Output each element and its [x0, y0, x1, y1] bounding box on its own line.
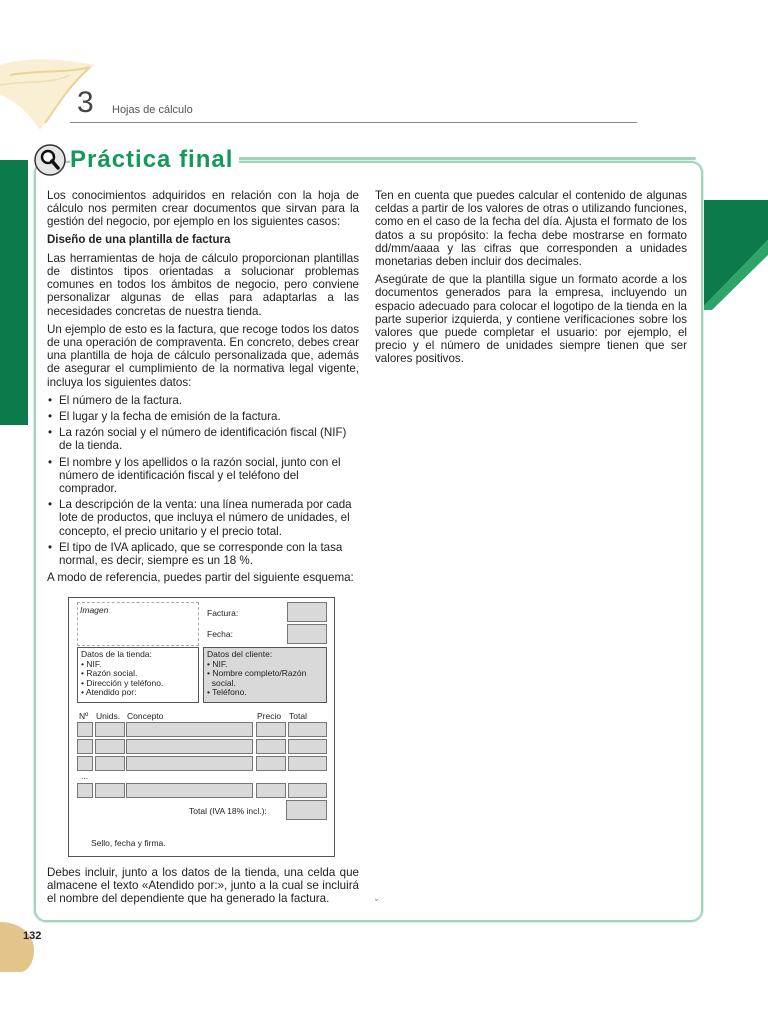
green-side-band-right: [700, 200, 768, 310]
closing-paragraph: Debes incluir, junto a los datos de la tienda, una celda que almacene el texto «Atendido por:», junto a la cual se incluirá el nombre del dependiente que ha generado la factura.: [47, 866, 359, 906]
paragraph: Un ejemplo de esto es la factura, que recoge todos los datos de una operación de compraventa. En concreto, debes crear una plantilla de hoja de cálculo personalizada que, además de asegurar el cumplimiento de la normativa legal vigente, incluya los siguientes datos:: [47, 322, 359, 389]
paragraph: Asegúrate de que la plantilla sigue un formato acorde a los documentos generados para la empresa, incluyendo un espacio adecuado para colocar el logotipo de la tienda en la parte superior izquierda, y contiene verificaciones sobre los valores que puede completar el usuario: por ejemplo, el precio y el número de unidades siempre tienen que ser valores positivos.: [375, 273, 687, 366]
col-header-price: Precio: [257, 711, 282, 721]
list-item: • El número de la factura.: [47, 394, 359, 407]
magnifier-icon: [34, 144, 66, 176]
chapter-title: Hojas de cálculo: [112, 104, 193, 116]
total-label: Total (IVA 18% incl.):: [189, 806, 267, 816]
col-header-concept: Concepto: [127, 711, 164, 721]
chapter-number: 3: [77, 86, 94, 119]
title-underline: [236, 157, 696, 160]
col-header-no: Nº: [79, 711, 89, 721]
section-title: Práctica final: [70, 146, 239, 174]
client-data-line: • Teléfono.: [207, 687, 247, 697]
rows-ellipsis: ...: [81, 771, 89, 781]
client-data-line: social.: [207, 677, 236, 688]
page-number: 132: [23, 930, 42, 942]
list-item: • El nombre y los apellidos o la razón social, junto con el número de identificación fiscal y el teléfono del comprador.: [47, 456, 359, 496]
paragraph: Las herramientas de hoja de cálculo proporcionan plantillas de distintos tipos orientadas a solucionar problemas comunes en todos los ámbitos de negocio, pero conviene personalizar algunas de ellas para adaptarlas a las necesidades concretas de nuestra tienda.: [47, 251, 359, 318]
store-data-line: • NIF.: [81, 658, 102, 669]
factura-cell: [287, 602, 327, 622]
scheme-intro: A modo de referencia, puedes partir del siguiente esquema:: [47, 571, 354, 585]
fecha-cell: [287, 624, 327, 644]
store-data-line: • Atendido por:: [81, 687, 137, 697]
client-data-line: • NIF.: [207, 658, 228, 669]
client-data-box: [203, 647, 327, 703]
section-title-group: [34, 140, 239, 180]
col-header-total: Total: [289, 711, 307, 721]
fecha-label: Fecha:: [207, 629, 233, 639]
logo-placeholder: [77, 602, 199, 646]
intro-paragraph: Los conocimientos adquiridos en relación con la hoja de cálculo nos permiten crear documentos que sirvan para la gestión del negocio, por ejemplo en los siguientes casos:: [47, 189, 359, 229]
factura-label: Factura:: [207, 608, 239, 618]
store-data-box: [77, 647, 199, 703]
right-column: [375, 189, 687, 371]
list-item: • El lugar y la fecha de emisión de la factura.: [47, 410, 359, 423]
list-item: • La descripción de la venta: una línea numerada por cada lote de productos, que incluya el número de unidades, el concepto, el precio unitario y el precio total.: [47, 498, 359, 538]
total-cell: [286, 800, 327, 820]
store-data-line: Datos de la tienda:: [81, 649, 152, 659]
store-data-line: • Dirección y teléfono.: [81, 677, 164, 688]
paragraph: Ten en cuenta que puedes calcular el contenido de algunas celdas a partir de los valores de otras o utilizando funciones, como en el caso de la fecha del día. Ajusta el formato de los datos a su propósito: la fecha debe mostrarse en formato dd/mm/aaaa y las cifras que corresponden a unidades monetarias deben incluir dos decimales.: [375, 189, 687, 269]
store-data-line: • Razón social.: [81, 668, 138, 678]
header-divider: [70, 122, 637, 123]
requirements-list: [47, 394, 359, 567]
image-label: Imagen: [80, 605, 109, 615]
left-column: [47, 189, 359, 589]
invoice-scheme: [68, 597, 335, 857]
stray-mark: ˇ: [375, 898, 378, 908]
col-header-units: Unids.: [96, 711, 121, 721]
signature-label: Sello, fecha y firma.: [91, 838, 166, 848]
client-data-line: Datos del cliente:: [207, 649, 273, 659]
subheading: Diseño de una plantilla de factura: [47, 233, 231, 246]
list-item: • La razón social y el número de identificación fiscal (NIF) de la tienda.: [47, 426, 359, 452]
list-item: • El tipo de IVA aplicado, que se corresponde con la tasa normal, es decir, siempre es un 18 %.: [47, 541, 359, 567]
green-side-band-left: [0, 160, 28, 425]
client-data-line: • Nombre completo/Razón: [207, 668, 307, 678]
